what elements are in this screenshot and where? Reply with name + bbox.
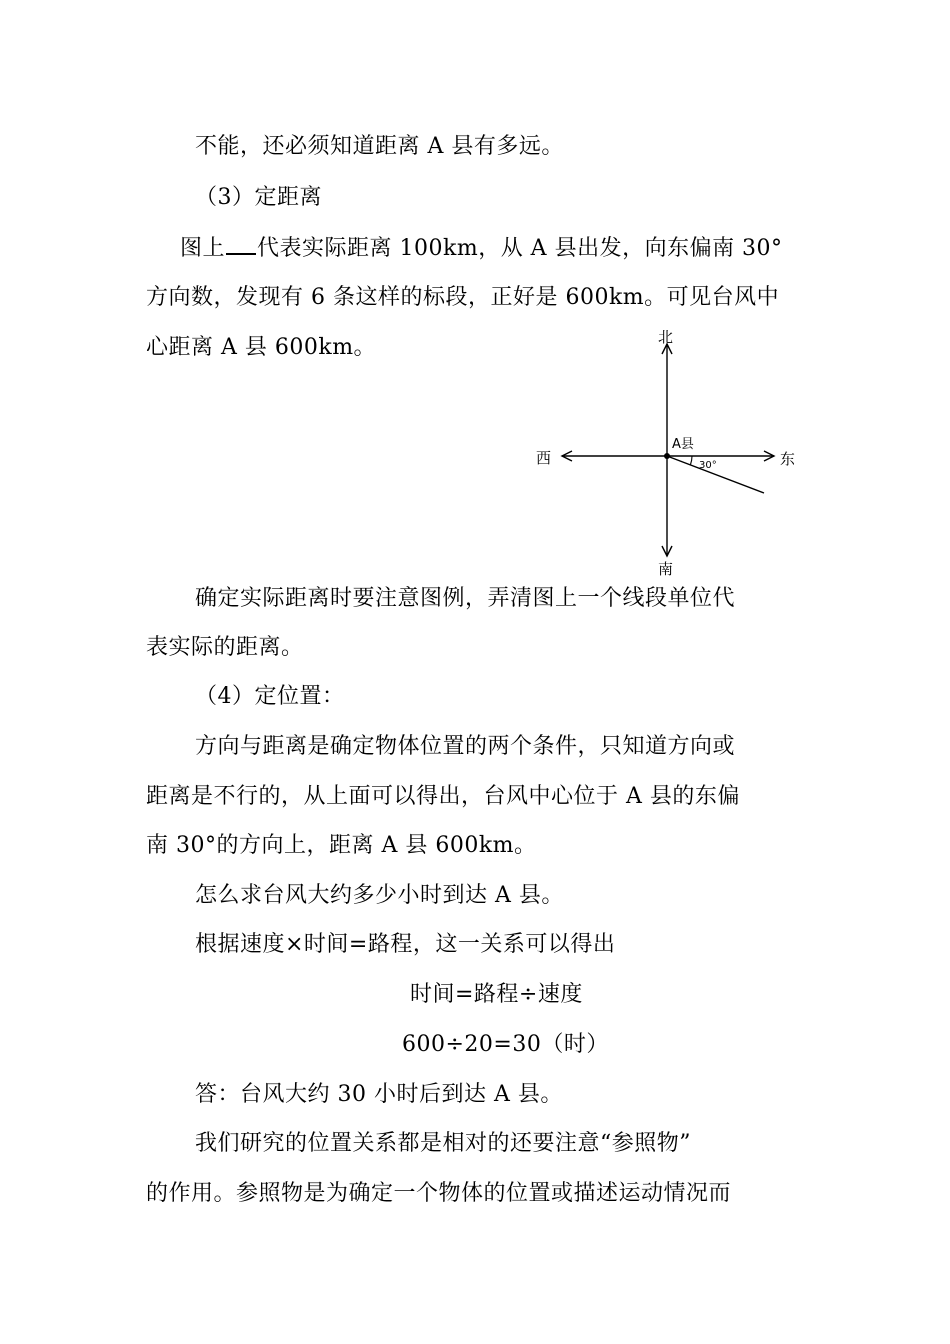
paragraph-line: 心距离 A 县 600km。 — [146, 335, 377, 360]
paragraph-line: 确定实际距离时要注意图例，弄清图上一个线段单位代 — [195, 586, 736, 611]
paragraph-line: 怎么求台风大约多少小时到达 A 县。 — [195, 883, 564, 908]
paragraph-line: 不能，还必须知道距离 A 县有多远。 — [195, 134, 564, 159]
compass-diagram — [528, 330, 808, 578]
paragraph-line — [180, 233, 783, 264]
text-segment: 图上 — [180, 236, 226, 261]
north-label: 北 — [658, 330, 674, 346]
answer-line: 答：台风大约 30 小时后到达 A 县。 — [195, 1082, 563, 1107]
paragraph-line: 表实际的距离。 — [146, 635, 304, 660]
paragraph-line: 根据速度×时间=路程，这一关系可以得出 — [195, 932, 616, 957]
paragraph-line: 方向与距离是确定物体位置的两个条件，只知道方向或 — [195, 734, 736, 759]
south-label: 南 — [658, 560, 674, 578]
angle-label: 30° — [699, 460, 717, 471]
paragraph-line: 南 30°的方向上，距离 A 县 600km。 — [146, 833, 537, 858]
origin-point — [664, 453, 670, 459]
east-label: 东 — [780, 450, 796, 468]
paragraph-line: 距离是不行的，从上面可以得出，台风中心位于 A 县的东偏 — [146, 784, 740, 809]
section-heading: （3）定距离 — [195, 185, 322, 210]
angle-arc — [691, 456, 693, 465]
formula-line: 600÷20=30（时） — [402, 1032, 609, 1057]
text-segment: 代表实际距离 100km，从 A 县出发，向东偏南 30° — [257, 236, 783, 261]
section-heading: （4）定位置： — [195, 684, 345, 709]
fill-in-blank — [226, 233, 256, 255]
paragraph-line: 我们研究的位置关系都是相对的还要注意“参照物” — [195, 1131, 691, 1156]
paragraph-line: 方向数，发现有 6 条这样的标段，正好是 600km。可见台风中 — [146, 285, 780, 310]
formula-line: 时间=路程÷速度 — [410, 982, 583, 1007]
paragraph-line: 的作用。参照物是为确定一个物体的位置或描述运动情况而 — [146, 1181, 732, 1206]
west-label: 西 — [536, 449, 552, 467]
origin-label: A县 — [672, 437, 694, 452]
